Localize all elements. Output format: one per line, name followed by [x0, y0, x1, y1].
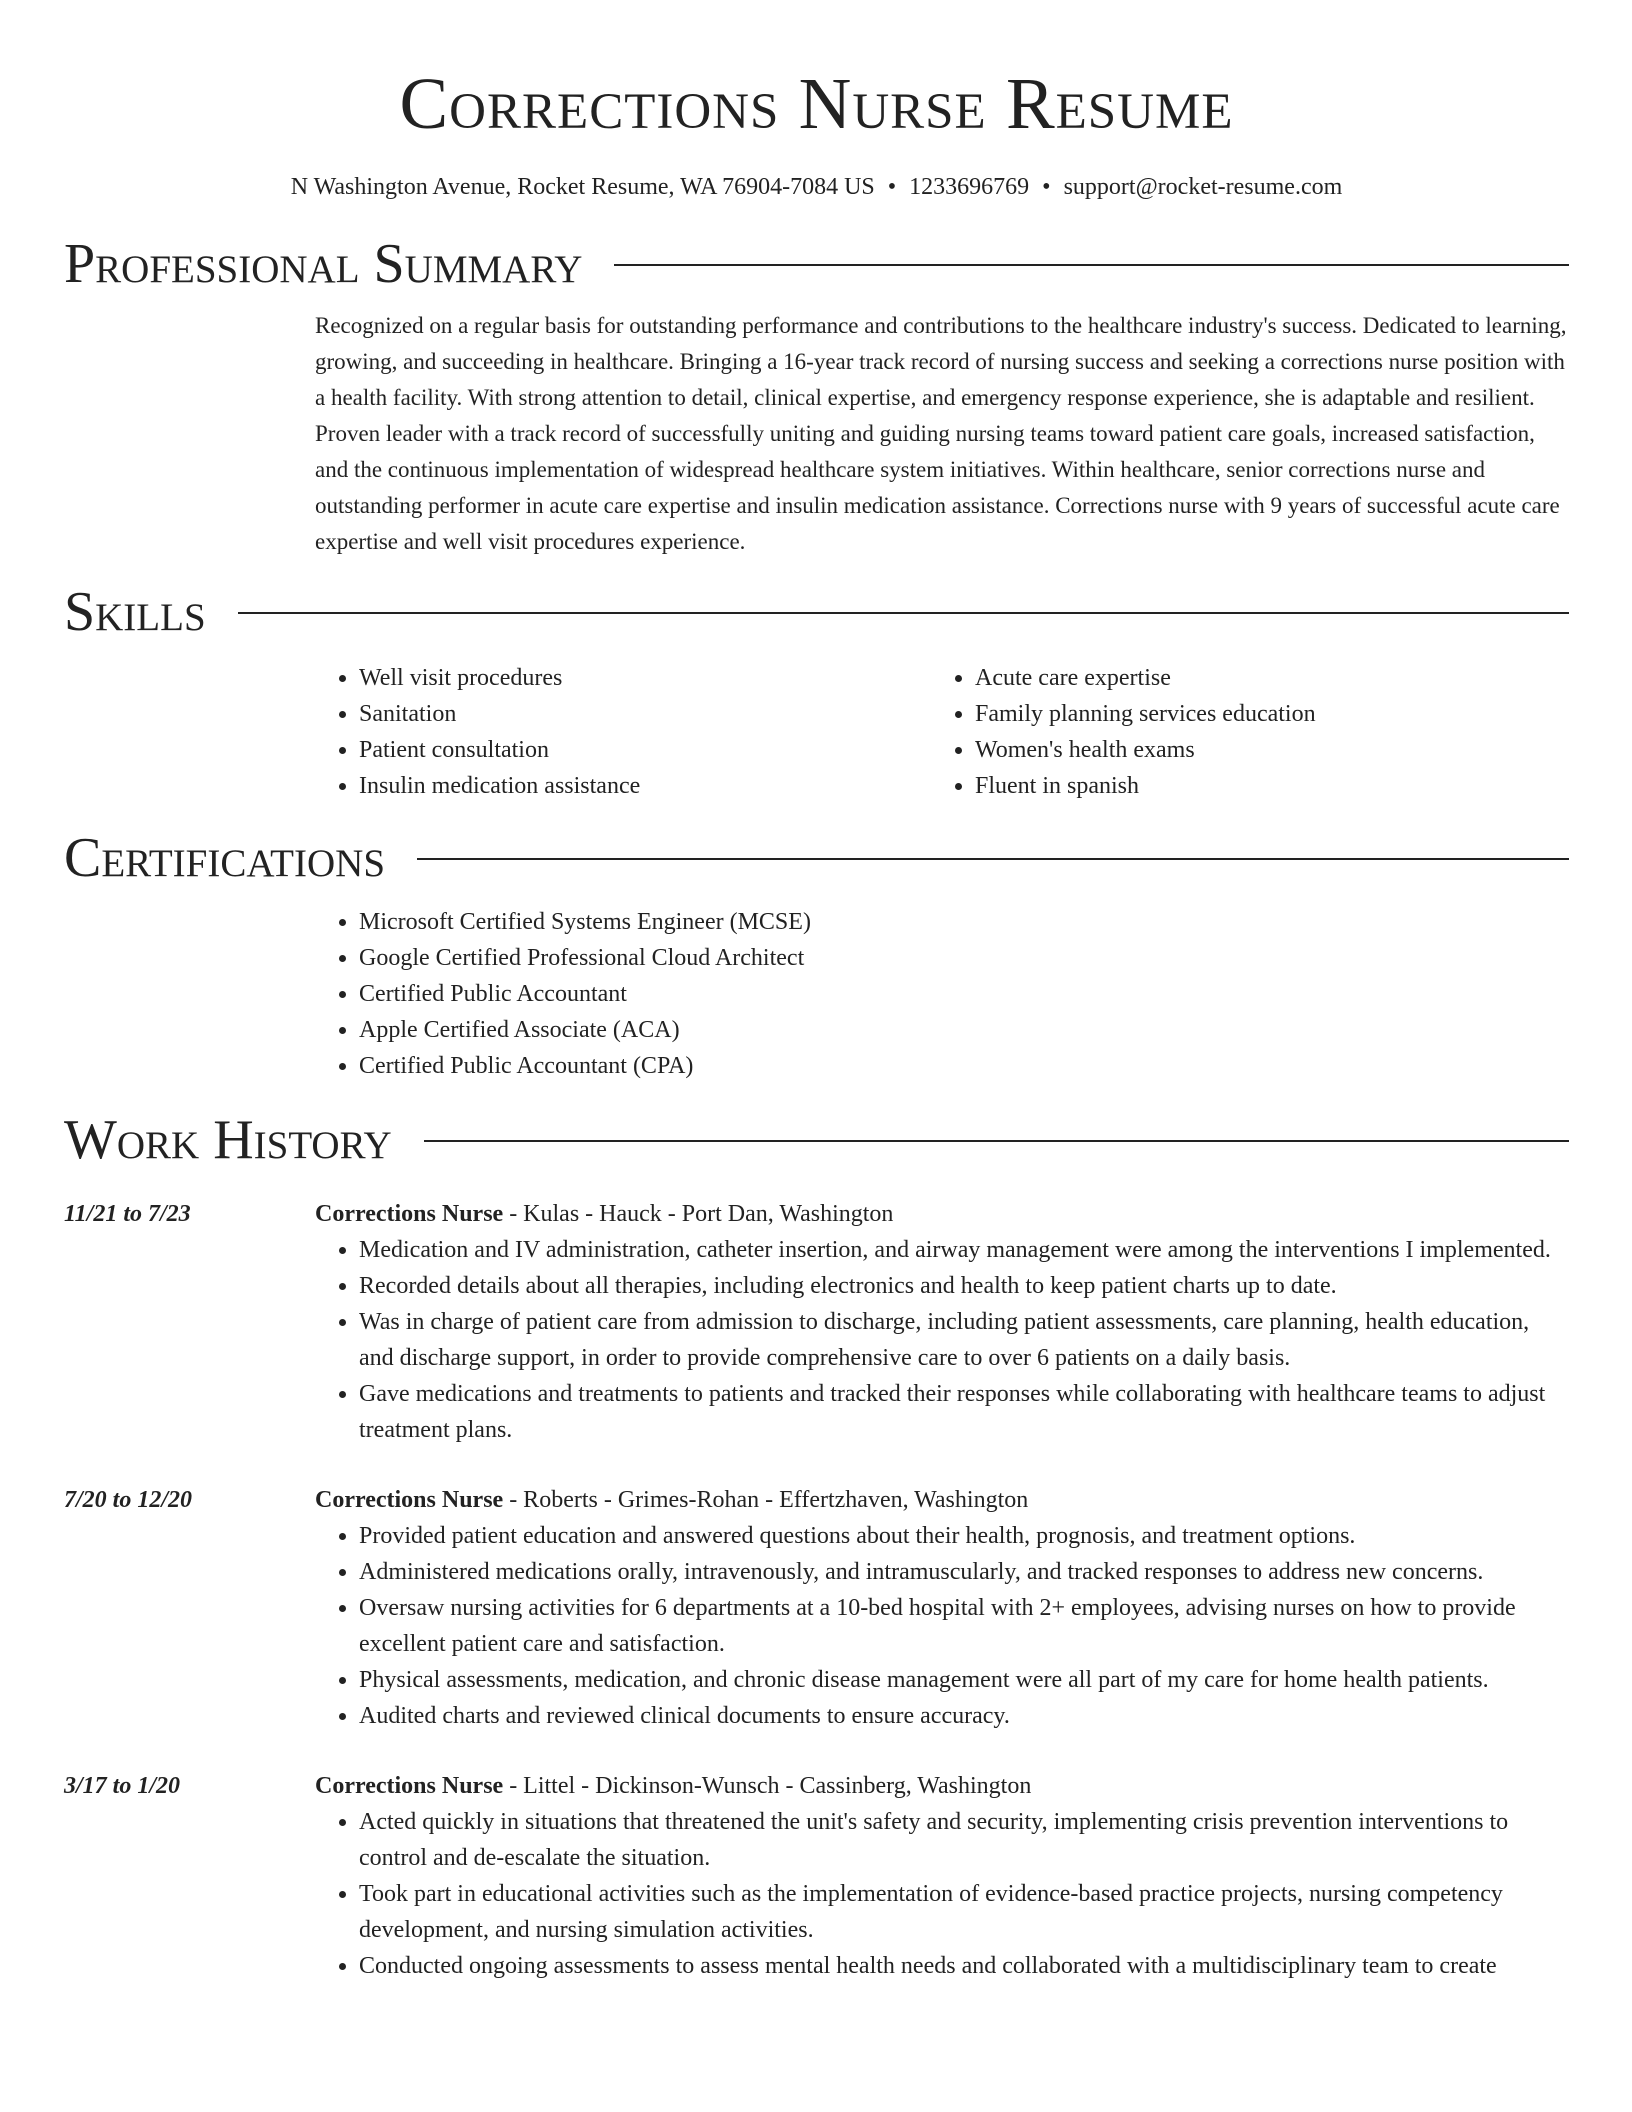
job-heading-line: [315, 1482, 1569, 1518]
job-dates: 7/20 to 12/20: [64, 1487, 193, 1513]
contact-address: N Washington Avenue, Rocket Resume, WA 76904-7084 US: [290, 174, 875, 200]
contact-phone: 1233696769: [909, 174, 1030, 200]
job-employer: - Roberts - Grimes-Rohan - Effertzhaven, Washington: [503, 1487, 1029, 1513]
job-dates: 3/17 to 1/20: [64, 1773, 181, 1799]
job-duty: • Oversaw nursing activities for 6 departments at a 10-bed hospital with 2+ employees, advising nurses on how to provide excellent patient care and satisfaction.: [359, 1590, 1569, 1662]
job-duties-list: [315, 1518, 1569, 1734]
contact-line: [64, 172, 1569, 202]
job-title: Corrections Nurse: [315, 1487, 504, 1513]
job-duty: • Took part in educational activities such as the implementation of evidence-based practice projects, nursing competency development, and nursing simulation activities.: [359, 1876, 1569, 1948]
summary-text: Recognized on a regular basis for outstanding performance and contributions to the healthcare industry's success. Dedicated to learning, growing, and succeeding in healthcare. Bringing a 16-year track record of nursing success and seeking a corrections nurse position with a health facility. With strong attention to detail, clinical expertise, and emergency response experience, she is adaptable and resilient. Proven leader with a track record of successfully uniting and guiding nursing teams toward patient care goals, increased satisfaction, and the continuous implementation of widespread healthcare system initiatives. Within healthcare, senior corrections nurse and outstanding performer in acute care expertise and insulin medication assistance. Corrections nurse with 9 years of successful acute care expertise and well visit procedures experience.: [315, 313, 1567, 554]
certification-item: • Apple Certified Associate (ACA): [359, 1012, 1569, 1048]
section-divider: [614, 264, 1569, 266]
certifications-block: [315, 904, 1569, 1084]
skills-list-left: [315, 660, 931, 804]
job-heading-line: [315, 1196, 1569, 1232]
resume-title: Corrections Nurse Resume: [399, 63, 1234, 144]
job-duties-list: [315, 1232, 1569, 1448]
skill-item: • Insulin medication assistance: [359, 768, 931, 804]
job-duty: • Recorded details about all therapies, including electronics and health to keep patient charts up to date.: [359, 1268, 1569, 1304]
job-entry: [64, 1482, 1569, 1734]
skills-section-header: [64, 580, 1569, 644]
skill-item: • Well visit procedures: [359, 660, 931, 696]
job-duty: • Physical assessments, medication, and chronic disease management were all part of my care for home health patients.: [359, 1662, 1569, 1698]
certification-item: • Google Certified Professional Cloud Architect: [359, 940, 1569, 976]
certifications-section-header: [64, 826, 1569, 890]
skills-column-right: [931, 660, 1547, 804]
skill-item: • Patient consultation: [359, 732, 931, 768]
job-duties-list: [315, 1804, 1569, 1984]
certification-item: • Microsoft Certified Systems Engineer (MCSE): [359, 904, 1569, 940]
skills-heading: Skills: [64, 581, 206, 643]
job-duty: • Acted quickly in situations that threatened the unit's safety and security, implementing crisis prevention interventions to control and de-escalate the situation.: [359, 1804, 1569, 1876]
contact-separator: •: [1042, 174, 1051, 200]
job-details: [315, 1768, 1569, 1984]
work-history-heading: Work History: [64, 1109, 392, 1171]
job-duty: • Provided patient education and answered questions about their health, prognosis, and treatment options.: [359, 1518, 1569, 1554]
contact-separator: •: [887, 174, 897, 200]
job-duty: • Audited charts and reviewed clinical documents to ensure accuracy.: [359, 1698, 1569, 1734]
skill-item: • Women's health exams: [975, 732, 1547, 768]
job-dates: 11/21 to 7/23: [64, 1201, 191, 1227]
certification-item: • Certified Public Accountant (CPA): [359, 1048, 1569, 1084]
section-divider: [417, 858, 1569, 860]
job-details: [315, 1482, 1569, 1734]
certification-item: • Certified Public Accountant: [359, 976, 1569, 1012]
job-employer: - Littel - Dickinson-Wunsch - Cassinberg, Washington: [503, 1773, 1032, 1799]
job-duty: • Conducted ongoing assessments to assess mental health needs and collaborated with a multidisciplinary team to create: [359, 1948, 1569, 1984]
job-duty: • Administered medications orally, intravenously, and intramuscularly, and tracked responses to address new concerns.: [359, 1554, 1569, 1590]
skills-grid: [315, 660, 1569, 804]
skill-item: • Sanitation: [359, 696, 931, 732]
job-duty: • Medication and IV administration, catheter insertion, and airway management were among the interventions I implemented.: [359, 1232, 1569, 1268]
summary-section-header: [64, 232, 1569, 296]
summary-heading: Professional Summary: [64, 233, 583, 295]
work-history-section-header: [64, 1108, 1569, 1172]
certifications-heading: Certifications: [64, 827, 386, 889]
job-title: Corrections Nurse: [315, 1773, 504, 1799]
job-duty: • Was in charge of patient care from admission to discharge, including patient assessments, care planning, health education, and discharge support, in order to provide comprehensive care to over 6 patients on a daily basis.: [359, 1304, 1569, 1376]
job-details: [315, 1196, 1569, 1448]
skill-item: • Fluent in spanish: [975, 768, 1547, 804]
skill-item: • Acute care expertise: [975, 660, 1547, 696]
job-entry: [64, 1196, 1569, 1448]
job-heading-line: [315, 1768, 1569, 1804]
job-employer: - Kulas - Hauck - Port Dan, Washington: [503, 1201, 894, 1227]
skills-column-left: [315, 660, 931, 804]
section-divider: [424, 1140, 1569, 1142]
skills-list-right: [931, 660, 1547, 804]
contact-email: support@rocket-resume.com: [1063, 174, 1343, 200]
job-entry: [64, 1768, 1569, 1984]
certifications-list: [315, 904, 1569, 1084]
job-title: Corrections Nurse: [315, 1201, 504, 1227]
job-duty: • Gave medications and treatments to patients and tracked their responses while collaborating with healthcare teams to adjust treatment plans.: [359, 1376, 1569, 1448]
skill-item: • Family planning services education: [975, 696, 1547, 732]
section-divider: [238, 612, 1569, 614]
